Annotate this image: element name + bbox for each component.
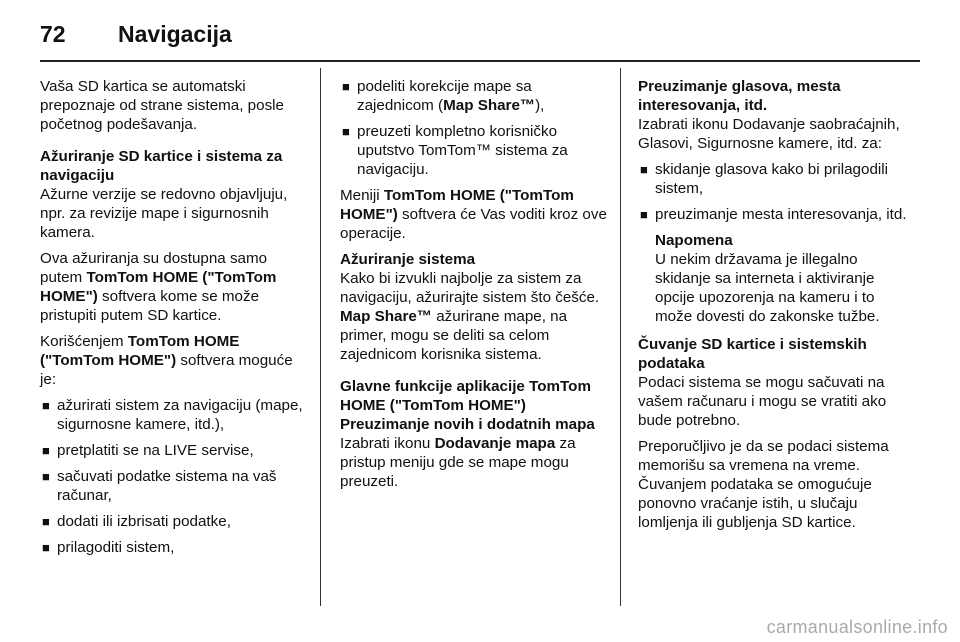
section-heading-system-update: Ažuriranje sistema	[340, 251, 476, 268]
note-box	[638, 231, 908, 326]
paragraph-system-update: Kako bi izvukli najbolje za sistem za navigaciju, ažurirajte sistem što češće. Map Share™ ažurirane mape, na primer, mogu se deliti sa celom zajednicom korisnika sistema.	[340, 270, 600, 363]
bullet-icon: ■	[342, 124, 350, 139]
column-left	[40, 77, 308, 564]
column-divider-1	[320, 68, 321, 606]
page-number: 72	[40, 20, 66, 47]
list-item: ■ preuzimanje mesta interesovanja, itd.	[640, 206, 907, 223]
list-item: ■ preuzeti kompletno korisničko uputstvo TomTom™ sistema za navigaciju.	[342, 123, 568, 178]
chapter-title: Navigacija	[118, 20, 232, 47]
list-item: ■ ažurirati sistem za navigaciju (mape, sigurnosne kamere, itd.),	[42, 397, 303, 433]
list-item: ■ pretplatiti se na LIVE servise,	[42, 442, 254, 459]
bullet-icon: ■	[42, 398, 50, 413]
watermark: carmanualsonline.info	[766, 617, 948, 637]
column-divider-2	[620, 68, 621, 606]
bullet-icon: ■	[42, 469, 50, 484]
paragraph-select-icon: Izabrati ikonu Dodavanje saobraćajnih, Glasovi, Sigurnosne kamere, itd. za:	[638, 116, 900, 152]
paragraph-usage: Korišćenjem TomTom HOME ("TomTom HOME") softvera moguće je:	[40, 333, 293, 388]
paragraph-updates: Ažurne verzije se redovno objavljuju, npr. za revizije mape i sigurnosnih kamera.	[40, 186, 288, 241]
bullet-icon: ■	[640, 207, 648, 222]
column-middle	[340, 77, 608, 498]
bullet-icon: ■	[342, 79, 350, 94]
paragraph-recommendation: Preporučljivo je da se podaci sistema memorišu sa vremena na vreme. Čuvanjem podataka se omogućuje ponovno vraćanje istih, u slučaju lomljenja ili gubljenja SD kartice.	[638, 438, 889, 531]
subheading-download-voices: Preuzimanje glasova, mesta interesovanja, itd.	[638, 78, 841, 114]
bullet-icon: ■	[640, 162, 648, 177]
list-item: ■ skidanje glasova kako bi prilagodili sistem,	[640, 161, 889, 197]
section-heading-main-functions: Glavne funkcije aplikacije TomTom HOME ("TomTom HOME")	[340, 378, 591, 414]
paragraph-menus: Meniji TomTom HOME ("TomTom HOME") softvera će Vas voditi kroz ove operacije.	[340, 187, 607, 242]
bullet-icon: ■	[42, 540, 50, 555]
intro-paragraph: Vaša SD kartica se automatski prepoznaje od strane sistema, posle početnog podešavanja.	[40, 78, 284, 133]
column-right	[638, 77, 908, 539]
section-heading-backup: Čuvanje SD kartice i sistemskih podataka	[638, 336, 867, 372]
list-item: ■ sačuvati podatke sistema na vaš računar,	[42, 468, 277, 504]
list-item: ■ dodati ili izbrisati podatke,	[42, 513, 231, 530]
feature-list-continued	[340, 77, 608, 179]
subheading-download-maps: Preuzimanje novih i dodatnih mapa	[340, 416, 595, 433]
download-list	[638, 160, 908, 224]
note-title: Napomena	[655, 232, 733, 249]
note-text: U nekim državama je illegalno skidanje sa interneta i aktiviranje opcije upozorenja na kameru i to može dovesti do zakonske tužbe.	[655, 251, 880, 325]
page-header	[40, 14, 232, 54]
feature-list	[40, 396, 308, 557]
list-item: ■ podeliti korekcije mape sa zajednicom (Map Share™),	[342, 78, 545, 114]
paragraph-backup: Podaci sistema se mogu sačuvati na vašem računaru i mogu se vratiti ako bude potrebno.	[638, 374, 887, 429]
bullet-icon: ■	[42, 514, 50, 529]
list-item: ■ prilagoditi sistem,	[42, 539, 175, 556]
paragraph-download-maps: Izabrati ikonu Dodavanje mapa za pristup meniju gde se mape mogu preuzeti.	[340, 435, 576, 490]
header-divider	[40, 60, 920, 62]
paragraph-availability: Ova ažuriranja su dostupna samo putem TomTom HOME ("TomTom HOME") softvera kome se može pristupiti putem SD kartice.	[40, 250, 277, 324]
section-heading-sd-update: Ažuriranje SD kartice i sistema za navigaciju	[40, 148, 283, 184]
bullet-icon: ■	[42, 443, 50, 458]
